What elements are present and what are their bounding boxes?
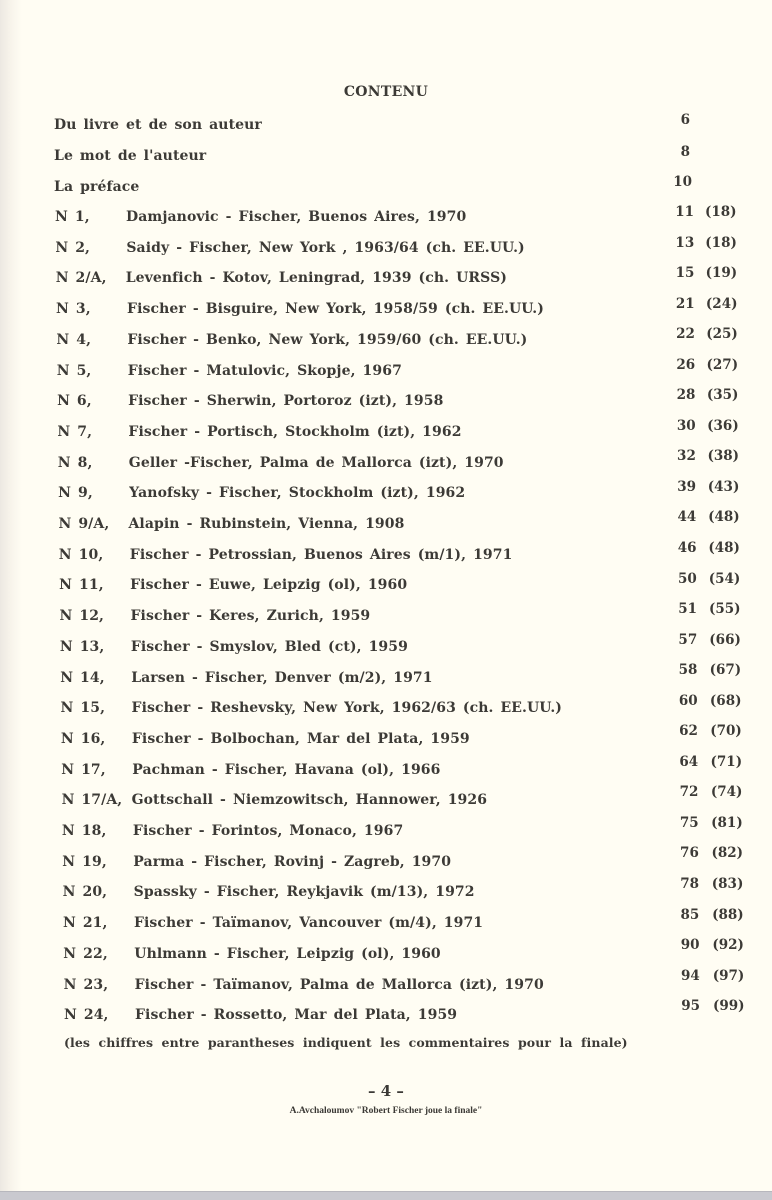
- game-number: N 4,: [56, 331, 92, 348]
- commentary-reference: (43): [707, 478, 740, 495]
- page-reference: 94: [680, 967, 700, 984]
- front-matter-page: 10: [673, 174, 692, 190]
- game-number: N 3,: [56, 301, 91, 318]
- game-description: Saidy - Fischer, New York , 1963/64 (ch. EE.UU.): [126, 239, 525, 256]
- game-description: Fischer - Bisguire, New York, 1958/59 (ch. EE.UU.): [127, 301, 544, 318]
- commentary-reference: (70): [710, 723, 742, 740]
- page-reference: 50: [677, 570, 697, 587]
- game-number: N 7,: [57, 423, 93, 440]
- page-reference: 78: [680, 876, 700, 892]
- page-reference: 64: [679, 753, 699, 770]
- page-left-shadow: [0, 0, 22, 1192]
- game-description: Fischer - Forintos, Monaco, 1967: [132, 823, 404, 839]
- game-number: N 16,: [60, 730, 106, 747]
- page-reference: 11: [675, 204, 694, 220]
- game-number: N 2,: [55, 239, 91, 256]
- game-number: N 22,: [63, 945, 108, 962]
- game-number: N 14,: [60, 669, 105, 686]
- page-reference: 30: [676, 417, 696, 434]
- game-number: N 12,: [59, 608, 105, 625]
- footnote: (les chiffres entre parantheses indiquent les commentaires pour la finale): [64, 1035, 628, 1050]
- game-description: Fischer - Reshevsky, New York, 1962/63 (ch. EE.UU.): [131, 700, 563, 717]
- page-reference: 28: [676, 387, 696, 404]
- game-description: Yanofsky - Fischer, Stockholm (izt), 1962: [129, 485, 466, 502]
- page-number: – 4 –: [368, 1082, 404, 1100]
- game-description: Pachman - Fischer, Havana (ol), 1966: [132, 761, 441, 778]
- game-description: Alapin - Rubinstein, Vienna, 1908: [128, 516, 405, 532]
- game-number: N 21,: [62, 915, 108, 932]
- commentary-reference: (67): [709, 662, 742, 679]
- game-description: Fischer - Matulovic, Skopje, 1967: [127, 362, 402, 379]
- page-reference: 62: [679, 723, 698, 740]
- game-number: N 24,: [64, 1007, 109, 1024]
- commentary-reference: (82): [711, 845, 744, 862]
- commentary-reference: (35): [706, 387, 739, 404]
- commentary-reference: (48): [708, 509, 740, 526]
- game-number: N 17,: [61, 761, 106, 778]
- game-number: N 11,: [59, 577, 104, 594]
- game-description: Fischer - Keres, Zurich, 1959: [130, 608, 371, 625]
- commentary-reference: (71): [710, 753, 743, 770]
- game-description: Parma - Fischer, Rovinj - Zagreb, 1970: [133, 853, 452, 870]
- commentary-reference: (25): [706, 326, 738, 343]
- game-description: Fischer - Sherwin, Portoroz (izt), 1958: [128, 393, 444, 410]
- game-number: N 18,: [61, 823, 107, 839]
- game-description: Larsen - Fischer, Denver (m/2), 1971: [131, 669, 433, 686]
- page-reference: 32: [677, 448, 696, 465]
- commentary-reference: (55): [709, 601, 741, 618]
- game-number: N 10,: [58, 546, 104, 563]
- game-description: Uhlmann - Fischer, Leipzig (ol), 1960: [134, 945, 441, 962]
- commentary-reference: (24): [705, 295, 738, 312]
- game-description: Gottschall - Niemzowitsch, Hannower, 1926: [131, 792, 488, 809]
- commentary-reference: (18): [705, 234, 737, 251]
- page-reference: 44: [677, 509, 697, 526]
- page-reference: 26: [676, 356, 696, 373]
- page-reference: 72: [679, 784, 699, 801]
- game-description: Levenfich - Kotov, Leningrad, 1939 (ch. URSS): [125, 270, 508, 287]
- game-number: N 6,: [57, 393, 92, 410]
- page-reference: 21: [675, 295, 695, 312]
- scan-bottom-edge: [0, 1191, 772, 1200]
- game-description: Fischer - Portisch, Stockholm (izt), 1962: [128, 423, 462, 440]
- game-number: N 5,: [56, 362, 92, 379]
- game-number: N 9/A,: [58, 516, 110, 532]
- commentary-reference: (68): [709, 692, 742, 709]
- game-number: N 8,: [57, 454, 93, 471]
- game-description: Fischer - Smyslov, Bled (ct), 1959: [130, 638, 408, 655]
- commentary-reference: (19): [705, 265, 738, 282]
- commentary-reference: (97): [712, 967, 745, 984]
- page-reference: 39: [677, 478, 697, 495]
- page-reference: 76: [680, 845, 699, 862]
- game-description: Fischer - Benko, New York, 1959/60 (ch. EE.UU.): [127, 331, 528, 348]
- page-reference: 60: [678, 692, 698, 709]
- page-reference: 22: [676, 326, 695, 343]
- commentary-reference: (74): [710, 784, 743, 801]
- page-reference: 58: [678, 662, 698, 679]
- front-matter-page: 6: [680, 112, 690, 128]
- game-number: N 9,: [58, 485, 93, 502]
- game-number: N 19,: [62, 853, 107, 870]
- front-matter-page: 8: [680, 144, 690, 160]
- page-reference: 85: [680, 906, 700, 923]
- commentary-reference: (36): [707, 417, 739, 434]
- commentary-reference: (88): [712, 906, 744, 923]
- page-reference: 46: [677, 540, 697, 556]
- commentary-reference: (27): [706, 356, 739, 373]
- game-description: Fischer - Taïmanov, Palma de Mallorca (izt), 1970: [134, 976, 544, 993]
- page-reference: 15: [675, 265, 695, 282]
- commentary-reference: (81): [711, 814, 743, 831]
- game-number: N 1,: [55, 209, 90, 225]
- commentary-reference: (38): [707, 448, 740, 465]
- game-description: Fischer - Euwe, Leipzig (ol), 1960: [130, 577, 408, 594]
- game-number: N 2/A,: [55, 270, 107, 287]
- page-reference: 13: [675, 234, 695, 251]
- game-description: Damjanovic - Fischer, Buenos Aires, 1970: [126, 209, 467, 225]
- page-reference: 57: [678, 631, 698, 648]
- page-reference: 51: [678, 601, 697, 618]
- page-reference: 95: [681, 998, 700, 1015]
- page-reference: 75: [679, 814, 699, 831]
- page-reference: 90: [680, 937, 700, 954]
- commentary-reference: (48): [708, 540, 740, 556]
- commentary-reference: (54): [708, 570, 741, 587]
- game-description: Fischer - Taïmanov, Vancouver (m/4), 1971: [133, 915, 484, 932]
- running-footer: A.Avchaloumov "Robert Fischer joue la finale": [289, 1106, 483, 1116]
- commentary-reference: (18): [705, 204, 737, 220]
- front-matter-label: Le mot de l'auteur: [54, 148, 207, 164]
- front-matter-label: La préface: [54, 179, 140, 195]
- game-description: Fischer - Petrossian, Buenos Aires (m/1), 1971: [129, 546, 513, 563]
- game-description: Fischer - Bolbochan, Mar del Plata, 1959: [131, 730, 470, 747]
- front-matter-label: Du livre et de son auteur: [54, 117, 262, 133]
- commentary-reference: (66): [709, 631, 741, 648]
- commentary-reference: (92): [712, 937, 744, 954]
- page-title: CONTENU: [343, 84, 429, 100]
- game-description: Spassky - Fischer, Reykjavik (m/13), 1972: [133, 884, 475, 901]
- game-number: N 13,: [59, 638, 105, 655]
- commentary-reference: (83): [711, 876, 744, 892]
- game-number: N 23,: [63, 976, 109, 993]
- game-description: Fischer - Rossetto, Mar del Plata, 1959: [135, 1007, 458, 1024]
- game-number: N 20,: [62, 884, 108, 901]
- game-description: Geller -Fischer, Palma de Mallorca (izt), 1970: [128, 454, 504, 471]
- game-number: N 17/A,: [61, 792, 123, 809]
- commentary-reference: (99): [713, 998, 745, 1015]
- game-number: N 15,: [60, 700, 106, 717]
